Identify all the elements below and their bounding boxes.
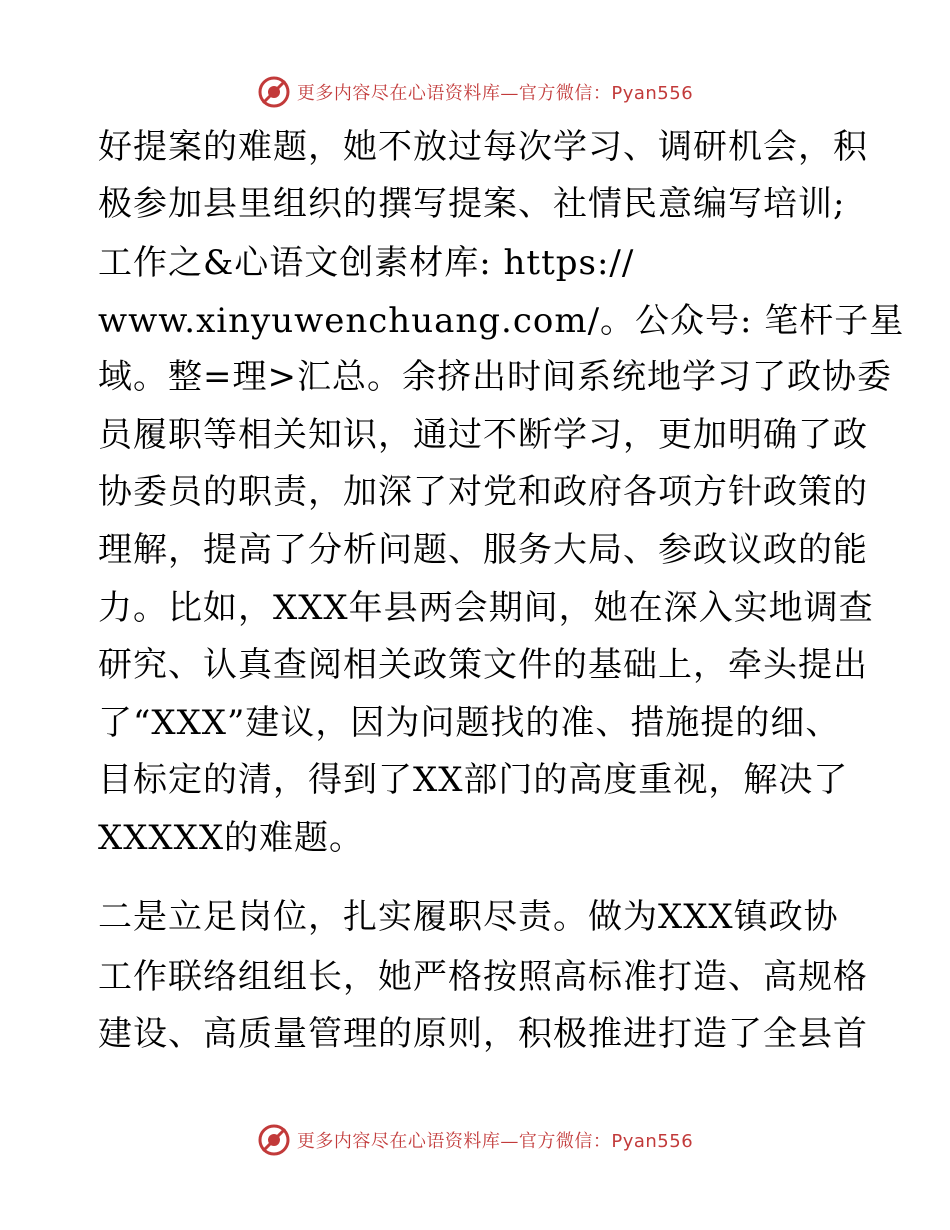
body-line: 建设、高质量管理的原则，积极推进打造了全县首 [98,1014,868,1054]
footer-official: 官方微信： [518,1131,612,1152]
body-line: XXXXX的难题。 [98,818,365,858]
body-line: 了“XXX”建议，因为问题找的准、措施提的细、 [98,703,841,743]
body-line: 研究、认真查阅相关政策文件的基础上，牵头提出 [98,645,868,685]
footer-separator: — [500,1131,519,1152]
body-line: 好提案的难题，她不放过每次学习、调研机会，积 [98,127,868,167]
body-line: 力。比如，XXX年县两会期间，她在深入实地调查 [98,588,874,628]
body-line: 员履职等相关知识，通过不断学习，更加明确了政 [98,415,868,455]
footer-banner [0,1120,950,1160]
body-line: 协委员的职责，加深了对党和政府各项方针政策的 [98,472,868,512]
footer-brand: 更多内容尽在心语资料库 [296,1131,501,1152]
header-official: 官方微信： [518,83,612,104]
body-line: 理解，提高了分析问题、服务大局、参政议政的能 [98,530,868,570]
body-line: 二是立足岗位，扎实履职尽责。做为XXX镇政协 [98,897,839,937]
body-line: www.xinyuwenchuang.com/。公众号: 笔杆子星 [98,301,905,341]
header-wechat-id: Pyan556 [611,83,694,104]
footer-wechat-id: Pyan556 [611,1131,694,1152]
brand-logo-icon [257,1123,291,1157]
header-separator: — [500,83,519,104]
body-line: 域。整=理>汇总。余挤出时间系统地学习了政协委 [98,357,892,397]
body-line: 工作联络组组长，她严格按照高标准打造、高规格 [98,957,868,997]
body-line: 极参加县里组织的撰写提案、社情民意编写培训; [98,184,846,224]
header-brand: 更多内容尽在心语资料库 [296,83,501,104]
body-line: 目标定的清，得到了XX部门的高度重视，解决了 [98,760,849,800]
footer-text [297,1127,693,1153]
body-line: 工作之&心语文创素材库: https:// [98,243,635,283]
